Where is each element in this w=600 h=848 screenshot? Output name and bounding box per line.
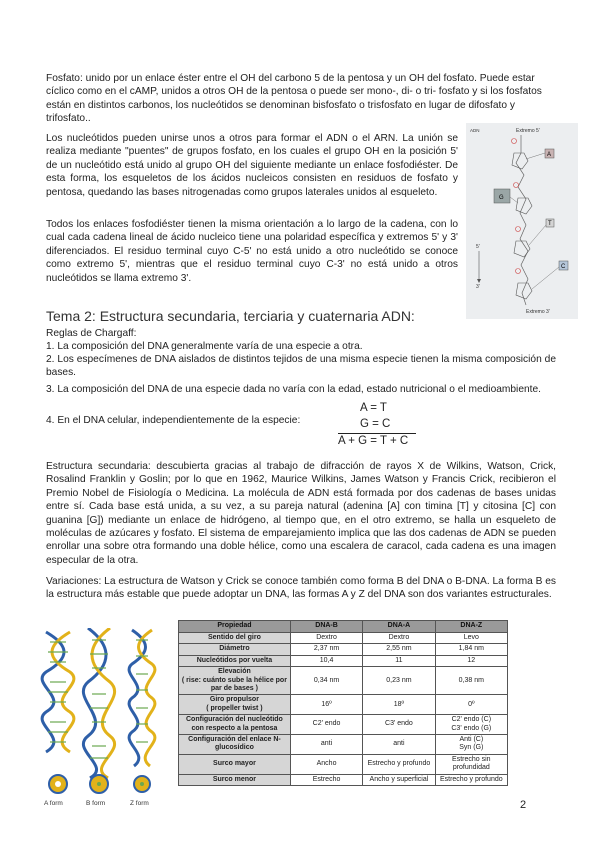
- table-cell: 2,37 nm: [290, 644, 362, 655]
- table-row: [179, 655, 508, 666]
- table-cell: 18º: [363, 695, 435, 715]
- backbone-path: [516, 135, 528, 305]
- chargaff-rule-1: 1. La composición del DNA generalmente varía de una especie a otra.: [46, 341, 363, 352]
- table-row-header-cell: Surco mayor: [179, 754, 291, 774]
- helix-forms-svg: [40, 628, 168, 796]
- table-cell: 0º: [435, 695, 507, 715]
- dna-forms-illustration: [40, 628, 168, 808]
- chargaff-rule-4: 4. En el DNA celular, independientemente de la especie:: [46, 415, 301, 426]
- table-row-header-cell: Giro propulsor ( propeller twist ): [179, 695, 291, 715]
- table-cell: Dextro: [290, 633, 362, 644]
- table-row-header-cell: Surco menor: [179, 774, 291, 785]
- chargaff-title: Reglas de Chargaff:: [46, 328, 137, 339]
- figure-bottom-label: Extremo 3': [526, 309, 550, 315]
- dna-forms-table: [178, 620, 508, 786]
- table-cell: Dextro: [363, 633, 435, 644]
- equation-sum: A + G = T + C: [338, 435, 409, 447]
- table-row-header-cell: Configuración del enlace N-glucosídico: [179, 735, 291, 755]
- base-label-t: T: [548, 221, 552, 227]
- z-form-strand: [129, 630, 145, 766]
- table-row-header-cell: Diámetro: [179, 644, 291, 655]
- table-cell: Ancho y superficial: [363, 774, 435, 785]
- direction-arrow-head: [477, 279, 481, 283]
- glycosidic-bond: [510, 197, 518, 203]
- table-cell: 0,38 nm: [435, 667, 507, 695]
- figure-arrow-top-label: 5': [476, 244, 480, 250]
- table-cell: Estrecho y profundo: [435, 774, 507, 785]
- base-label-c: C: [561, 264, 566, 270]
- table-cell: 1,84 nm: [435, 644, 507, 655]
- base-label-a: A: [547, 152, 552, 158]
- phosphate-group: [512, 139, 517, 144]
- table-row: [179, 735, 508, 755]
- table-row: [179, 633, 508, 644]
- equation-g-c: G = C: [360, 418, 391, 430]
- table-cell: 10,4: [290, 655, 362, 666]
- table-cell: 16º: [290, 695, 362, 715]
- dna-chain-diagram: [466, 123, 578, 319]
- chargaff-rule-3: 3. La composición del DNA de una especie dada no varía con la edad, estado nutricional o el medioambiente.: [46, 384, 541, 395]
- a-form-base-pairs: [48, 642, 68, 742]
- figure-top-label: Extremo 5': [516, 128, 540, 134]
- table-row: [179, 695, 508, 715]
- table-row: [179, 774, 508, 785]
- table-header-row: [179, 621, 508, 633]
- table-cell: Levo: [435, 633, 507, 644]
- paragraph-union-nucleotidos: Los nucleótidos pueden unirse unos a otros para formar el ADN o el ARN. La unión se realiza mediante "puentes" de grupos fosfato, en los cuales el grupo OH en la posición 5' de un nucleótido está unido al grupo OH del siguiente mediante un enlace fosfodiéster. De esta forma, los esqueletos de los ácidos nucleicos consisten en residuos de fosfato y pentosa, quedando las bases nitrogenadas como grupos laterales unidos al esqueleto.: [46, 133, 458, 198]
- glycosidic-bond: [526, 153, 545, 159]
- table-row-header-cell: Configuración del nucleótido con respecto a la pentosa: [179, 715, 291, 735]
- table-cell: C2' endo (C) C3' endo (G): [435, 715, 507, 735]
- table-row-header-cell: Nucleótidos por vuelta: [179, 655, 291, 666]
- figure-side-label: ADN: [470, 128, 480, 133]
- table-cell: 11: [363, 655, 435, 666]
- a-form-top-view-center: [55, 781, 61, 787]
- table-cell: anti: [363, 735, 435, 755]
- paragraph-variaciones: Variaciones: La estructura de Watson y Crick se conoce también como forma B del DNA o B-DNA. La forma B es la estructura más estable que puede adoptar un DNA, las formas A y Z del DNA son dos variantes estructurales.: [46, 576, 556, 601]
- table-cell: Estrecho y profundo: [363, 754, 435, 774]
- phosphate-group: [516, 269, 521, 274]
- chargaff-rule-2: 2. Los especímenes de DNA aislados de distintos tejidos de una misma especie tienen la misma composición de bases.: [46, 354, 556, 379]
- header-dna-a: DNA-A: [363, 621, 435, 633]
- b-form-strand: [83, 628, 106, 778]
- table-row: [179, 754, 508, 774]
- b-form-label: B form: [86, 800, 106, 807]
- table-cell: 0,23 nm: [363, 667, 435, 695]
- glycosidic-bond: [529, 225, 546, 245]
- paragraph-estructura-secundaria: Estructura secundaria: descubierta gracias al trabajo de difracción de rayos X de Wilkins, Watson, Crick, Rosalind Franklin y Goslin; por lo que en 1962, Maurice Wilkins, James Watson y Francis Crick, recibieron el Premio Nobel de Fisiología o Medicina. La molécula de ADN está formada por dos cadenas de bases unidas entre sí. Cada base está unida, a su vez, a su pareja natural (adenina [A] con timina [T] y citosina [C] con guanina [G]) mediante un enlace de hidrógeno, al tiempo que, en el otro extremo, se halla un esqueleto de moléculas de azúcares y fosfato. El sistema de emparejamiento implica que las dos cadenas de ADN se pueden enrollar una sobre otra formando una doble hélice, como una escalera de caracol, cada cadena es una imagen especular de la otra.: [46, 461, 556, 566]
- section-heading: Tema 2: Estructura secundaria, terciaria y cuaternaria ADN:: [46, 308, 415, 324]
- figure-arrow-bottom-label: 3': [476, 284, 480, 290]
- table-row: [179, 667, 508, 695]
- a-form-label: A form: [44, 800, 63, 807]
- paragraph-fosfato: Fosfato: unido por un enlace éster entre el OH del carbono 5 de la pentosa y un OH del fosfato. Puede estar cíclico como en el cAMP, unidos a otros OH de la pentosa o puede ser mono-, di- o tri- fosfato y si los fosfatos están en distintos carbonos, los nucleótidos se denominan bisfosfato o trisfosfato en lugar de difosfato y trifosfato..: [46, 73, 542, 125]
- base-label-g: G: [499, 195, 504, 201]
- b-form-strand: [92, 628, 115, 778]
- table-cell: Anti (C) Syn (G): [435, 735, 507, 755]
- glycosidic-bond: [532, 267, 559, 289]
- dna-chain-figure: [466, 123, 578, 319]
- header-dna-b: DNA-B: [290, 621, 362, 633]
- phosphate-group: [514, 183, 519, 188]
- table-cell: Estrecho sin profundidad: [435, 754, 507, 774]
- sugar-ring: [516, 198, 532, 214]
- z-form-top-view-center: [140, 782, 144, 786]
- table-cell: 2,55 nm: [363, 644, 435, 655]
- table-cell: 12: [435, 655, 507, 666]
- phosphate-group: [516, 227, 521, 232]
- table-cell: anti: [290, 735, 362, 755]
- equation-a-t: A = T: [360, 402, 387, 414]
- table-row-header-cell: Elevación ( rise: cuánto sube la hélice por par de bases ): [179, 667, 291, 695]
- z-form-strand: [139, 630, 155, 766]
- paragraph-enlaces-fosfodiester: Todos los enlaces fosfodiéster tienen la misma orientación a lo largo de la cadena, con lo cual cada cadena lineal de ácido nucleico tiene una polaridad específica y extremos 5' y 3' diferenciados. El residuo terminal cuyo C-5' no está unido a otro nucleótido se conoce como extremo 5', mientras que el residuo terminal cuyo C-3' no está unido a otros nucleótidos se llama extremo 3'.: [46, 219, 458, 284]
- table-body: [179, 633, 508, 786]
- sugar-ring: [514, 241, 530, 257]
- table-row: [179, 715, 508, 735]
- table-cell: Estrecho: [290, 774, 362, 785]
- z-form-label: Z form: [130, 800, 149, 807]
- table-cell: 0,34 nm: [290, 667, 362, 695]
- sugar-ring: [516, 283, 532, 299]
- table-cell: C3' endo: [363, 715, 435, 735]
- header-dna-z: DNA-Z: [435, 621, 507, 633]
- b-form-top-view-center: [97, 782, 101, 786]
- page-number: 2: [520, 799, 527, 811]
- table-cell: C2' endo: [290, 715, 362, 735]
- table-row: [179, 644, 508, 655]
- header-propiedad: Propiedad: [179, 621, 291, 633]
- table-row-header-cell: Sentido del giro: [179, 633, 291, 644]
- table-cell: Ancho: [290, 754, 362, 774]
